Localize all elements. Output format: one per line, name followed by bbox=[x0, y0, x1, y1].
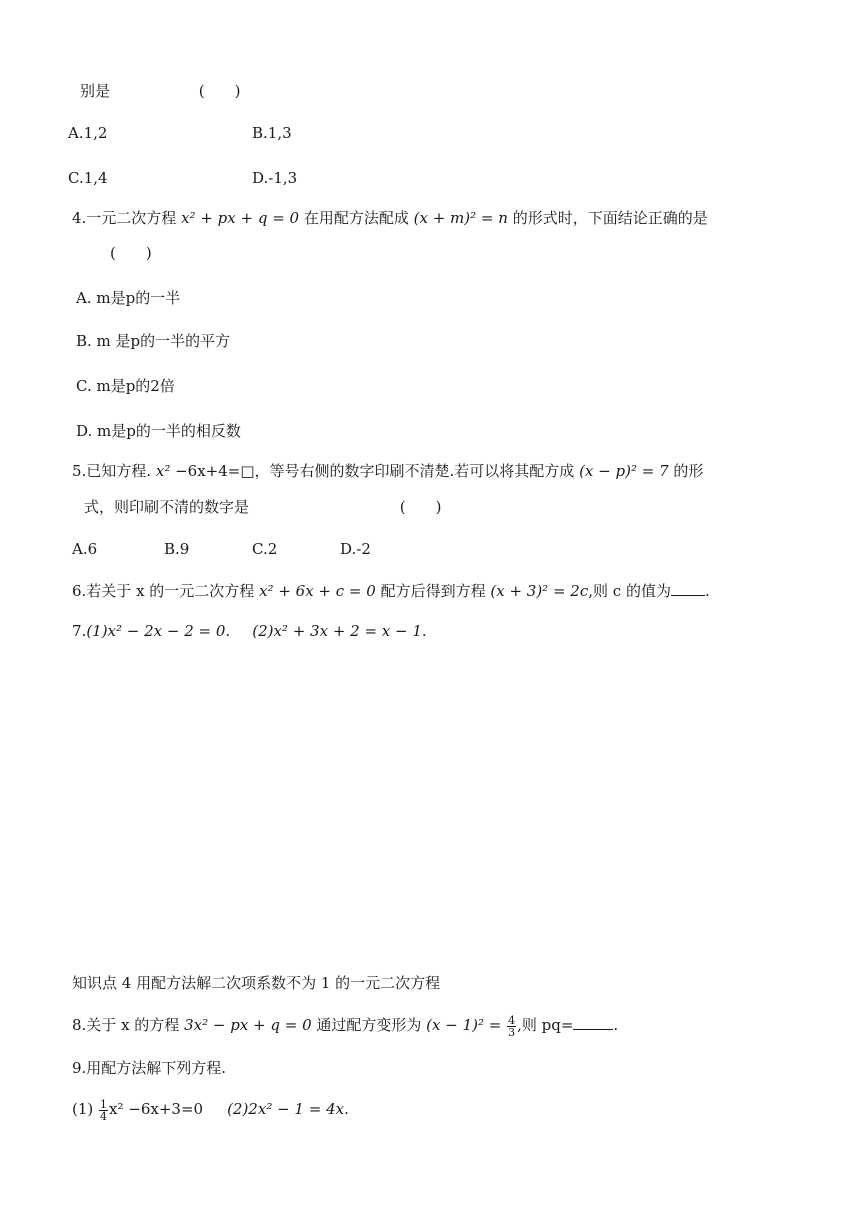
question-6: 6.若关于 x 的一元二次方程 x² + 6x + c = 0 配方后得到方程 (x + 3)² = 2c,则 c 的值为 . bbox=[72, 582, 710, 600]
q6-equation-2: (x + 3)² = 2c bbox=[490, 582, 589, 600]
q4-option-d: D. m是p的一半的相反数 bbox=[76, 422, 241, 440]
q5-equation-2: (x − p)² = 7 bbox=[579, 462, 669, 480]
question-9-parts: (1) $\frac{1}{4}$ x² −6x+3=0 (2)2x² − 1 = 4x. bbox=[72, 1097, 349, 1123]
q5-option-d: D.-2 bbox=[340, 540, 371, 558]
q4-option-a: A. m是p的一半 bbox=[76, 289, 181, 307]
q4-answer-paren: ( ) bbox=[110, 244, 152, 262]
q3-option-c: C.1,4 bbox=[68, 169, 108, 187]
q4-equation-1: x² + px + q = 0 bbox=[181, 209, 300, 227]
q6-answer-blank[interactable] bbox=[671, 581, 705, 596]
q3-option-a: A.1,2 bbox=[68, 124, 108, 142]
answer-paren: ( ) bbox=[198, 82, 241, 100]
q4-option-b: B. m 是p的一半的平方 bbox=[76, 332, 231, 350]
q9-part-2: (2)2x² − 1 = 4x. bbox=[227, 1100, 349, 1118]
q5-option-b: B.9 bbox=[164, 540, 190, 558]
q3-tail: 别是 ( ) bbox=[80, 82, 241, 100]
question-9-title: 9.用配方法解下列方程. bbox=[72, 1059, 227, 1077]
question-8: 8.关于 x 的方程 3x² − px + q = 0 通过配方变形为 (x − 1)² = $\frac{4}{3}$ ,则 pq= . bbox=[72, 1013, 619, 1039]
q7-part-1: (1)x² − 2x − 2 = 0. bbox=[86, 622, 231, 640]
section-title: 知识点 4 用配方法解二次项系数不为 1 的一元二次方程 bbox=[72, 974, 441, 992]
question-7: 7.(1)x² − 2x − 2 = 0. (2)x² + 3x + 2 = x − 1. bbox=[72, 622, 427, 640]
q4-equation-2: (x + m)² = n bbox=[413, 209, 508, 227]
q7-part-2: (2)x² + 3x + 2 = x − 1. bbox=[252, 622, 427, 640]
q9-part-1: x² −6x+3=0 bbox=[109, 1100, 204, 1118]
q8-fraction: $\frac{4}{3}$ bbox=[508, 1013, 516, 1039]
q8-equation-1: 3x² − px + q = 0 bbox=[184, 1016, 312, 1034]
q8-answer-blank[interactable] bbox=[573, 1015, 613, 1030]
q5-line-2: 式，则印刷不清的数字是 ( ) bbox=[84, 498, 442, 516]
q4-option-c: C. m是p的2倍 bbox=[76, 377, 175, 395]
q5-equation-1: x² bbox=[155, 462, 171, 480]
q5-option-c: C.2 bbox=[252, 540, 278, 558]
question-4: 4.一元二次方程 x² + px + q = 0 在用配方法配成 (x + m)² = n 的形式时，下面结论正确的是 bbox=[72, 209, 708, 227]
q6-equation-1: x² + 6x + c = 0 bbox=[259, 582, 376, 600]
q8-equation-2: (x − 1)² = bbox=[426, 1016, 507, 1034]
q3-option-d: D.-1,3 bbox=[252, 169, 298, 187]
q3-option-b: B.1,3 bbox=[252, 124, 292, 142]
q9-fraction: $\frac{1}{4}$ bbox=[100, 1097, 108, 1123]
question-5: 5.已知方程. x² −6x+4=□，等号右侧的数字印刷不清楚.若可以将其配方成 (x − p)² = 7 的形 bbox=[72, 462, 704, 480]
q5-option-a: A.6 bbox=[72, 540, 98, 558]
q5-answer-paren: ( ) bbox=[399, 498, 442, 516]
